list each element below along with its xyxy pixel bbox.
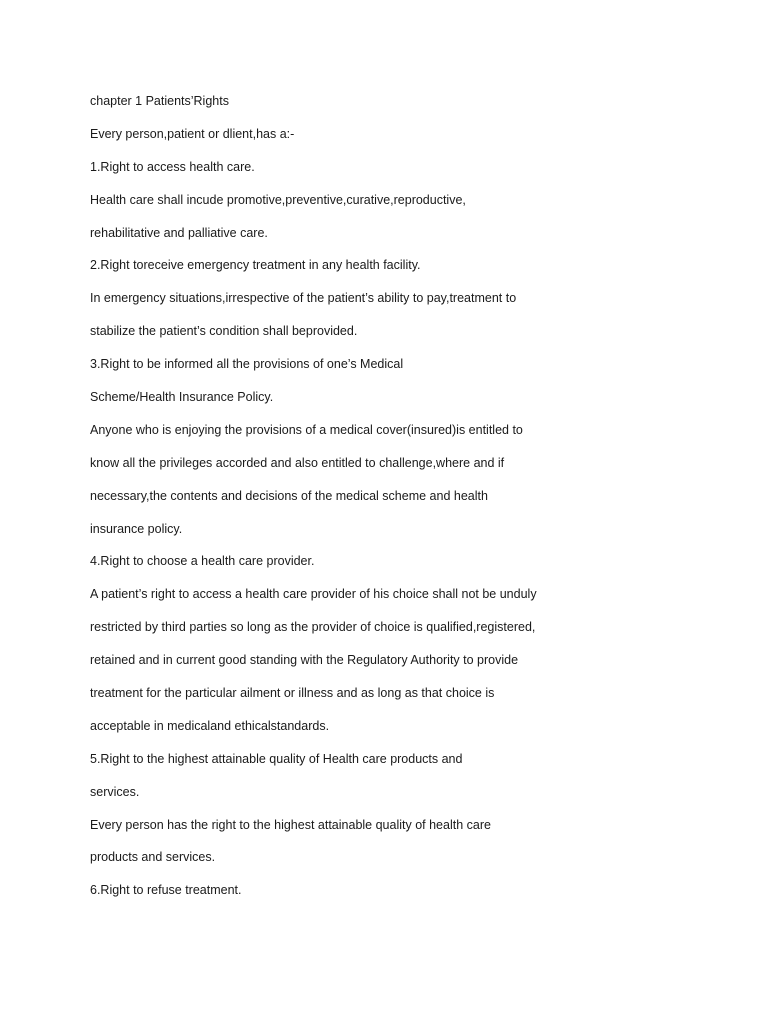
right-6-heading: 6.Right to refuse treatment. bbox=[90, 883, 242, 898]
right-1-heading: 1.Right to access health care. bbox=[90, 159, 255, 174]
paragraph-line: treatment for the particular ailment or illness and as long as that choice is bbox=[90, 686, 495, 701]
right-3-heading: 3.Right to be informed all the provisions of one’s Medical bbox=[90, 357, 404, 372]
right-3-heading-cont: Scheme/Health Insurance Policy. bbox=[90, 390, 274, 405]
chapter-heading: chapter 1 Patients’Rights bbox=[90, 94, 229, 108]
paragraph-line: necessary,the contents and decisions of the medical scheme and health bbox=[90, 488, 488, 503]
paragraph-line: products and services. bbox=[90, 850, 216, 865]
paragraph-line: insurance policy. bbox=[90, 521, 183, 536]
right-2-heading: 2.Right toreceive emergency treatment in any health facility. bbox=[90, 258, 421, 273]
paragraph-line: restricted by third parties so long as the provider of choice is qualified,registered, bbox=[90, 620, 536, 635]
paragraph-line: In emergency situations,irrespective of the patient’s ability to pay,treatment to bbox=[90, 291, 517, 306]
paragraph-line: Health care shall incude promotive,preventive,curative,reproductive, bbox=[90, 192, 466, 207]
paragraph-line: retained and in current good standing with the Regulatory Authority to provide bbox=[90, 653, 519, 668]
right-5-heading: 5.Right to the highest attainable quality of Health care products and bbox=[90, 751, 463, 766]
paragraph-line: acceptable in medicaland ethicalstandards. bbox=[90, 718, 330, 733]
paragraph-line: know all the privileges accorded and also entitled to challenge,where and if bbox=[90, 455, 505, 470]
right-4-heading: 4.Right to choose a health care provider. bbox=[90, 554, 315, 569]
paragraph-line: A patient’s right to access a health care provider of his choice shall not be unduly bbox=[90, 587, 537, 602]
intro-line: Every person,patient or dlient,has a:- bbox=[90, 126, 295, 141]
paragraph-line: Every person has the right to the highest attainable quality of health care bbox=[90, 817, 491, 832]
right-5-heading-cont: services. bbox=[90, 784, 140, 799]
paragraph-line: stabilize the patient’s condition shall beprovided. bbox=[90, 324, 358, 339]
paragraph-line: Anyone who is enjoying the provisions of a medical cover(insured)is entitled to bbox=[90, 422, 523, 437]
paragraph-line: rehabilitative and palliative care. bbox=[90, 225, 268, 240]
